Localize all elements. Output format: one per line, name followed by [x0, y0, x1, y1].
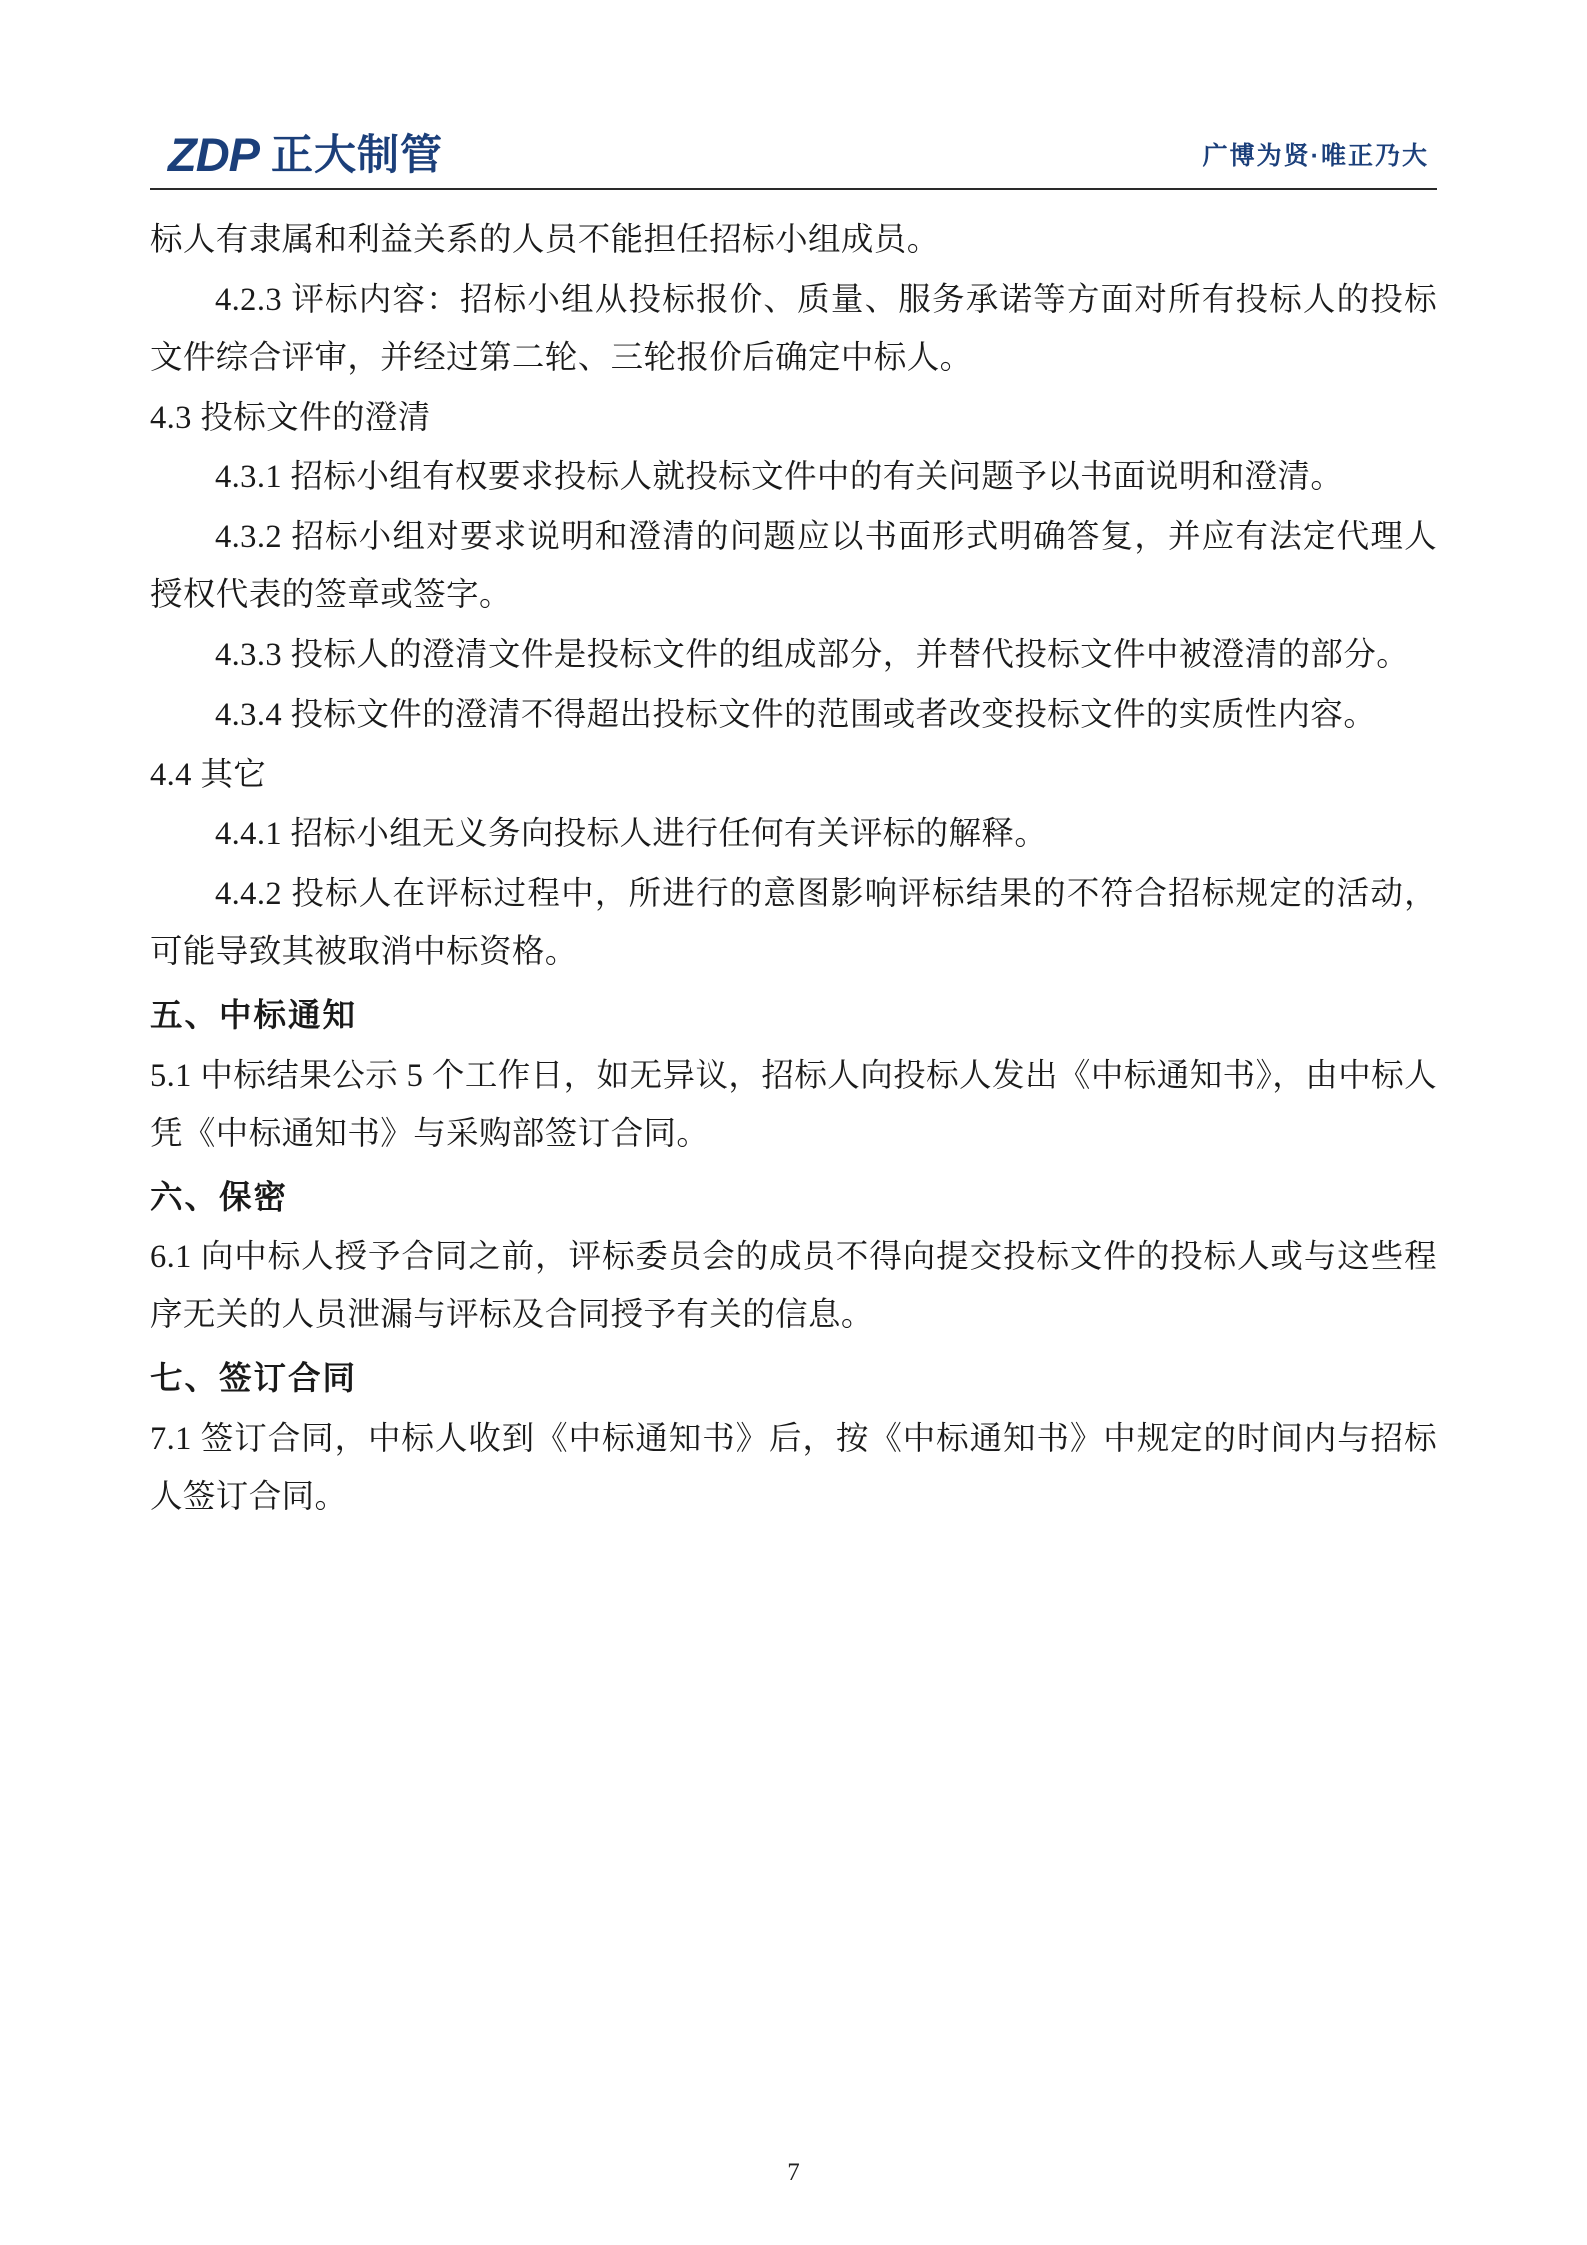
page-header	[150, 96, 1437, 181]
document-body	[150, 190, 1437, 1527]
paragraph: 7.1 签订合同，中标人收到《中标通知书》后，按《中标通知书》中规定的时间内与招标人签订合同。	[150, 1420, 1437, 1515]
paragraph: 4.2.3 评标内容：招标小组从投标报价、质量、服务承诺等方面对所有投标人的投标文件综合评审，并经过第二轮、三轮报价后确定中标人。	[150, 281, 1437, 376]
paragraph: 4.3.3 投标人的澄清文件是投标文件的组成部分，并替代投标文件中被澄清的部分。	[215, 636, 1410, 673]
logo-mark-text: ZDP	[168, 128, 259, 181]
company-logo	[168, 128, 444, 181]
paragraph: 标人有隶属和利益关系的人员不能担任招标小组成员。	[150, 222, 940, 258]
paragraph: 4.3.2 招标小组对要求说明和澄清的问题应以书面形式明确答复，并应有法定代理人授权代表的签章或签字。	[150, 519, 1437, 614]
section-heading: 六、保密	[150, 1179, 289, 1216]
paragraph: 5.1 中标结果公示 5 个工作日，如无异议，招标人向投标人发出《中标通知书》，由中标人凭《中标通知书》与采购部签订合同。	[150, 1057, 1437, 1152]
paragraph: 6.1 向中标人授予合同之前，评标委员会的成员不得向提交投标文件的投标人或与这些程序无关的人员泄漏与评标及合同授予有关的信息。	[150, 1239, 1437, 1334]
paragraph: 4.4 其它	[150, 756, 267, 793]
section-heading: 五、中标通知	[150, 997, 358, 1034]
paragraph: 4.3.1 招标小组有权要求投标人就投标文件中的有关问题予以书面说明和澄清。	[215, 459, 1344, 496]
paragraph: 4.3 投标文件的澄清	[150, 399, 431, 436]
company-slogan: 广博为贤·唯正乃大	[1202, 142, 1429, 170]
paragraph: 4.3.4 投标文件的澄清不得超出投标文件的范围或者改变投标文件的实质性内容。	[215, 696, 1377, 733]
paragraph: 4.4.1 招标小组无义务向投标人进行任何有关评标的解释。	[215, 816, 1048, 853]
section-heading: 七、签订合同	[150, 1361, 358, 1398]
paragraph: 4.4.2 投标人在评标过程中，所进行的意图影响评标结果的不符合招标规定的活动，可能导致其被取消中标资格。	[150, 876, 1437, 971]
page-number: 7	[787, 2159, 800, 2186]
logo-company-name: 正大制管	[271, 130, 444, 178]
